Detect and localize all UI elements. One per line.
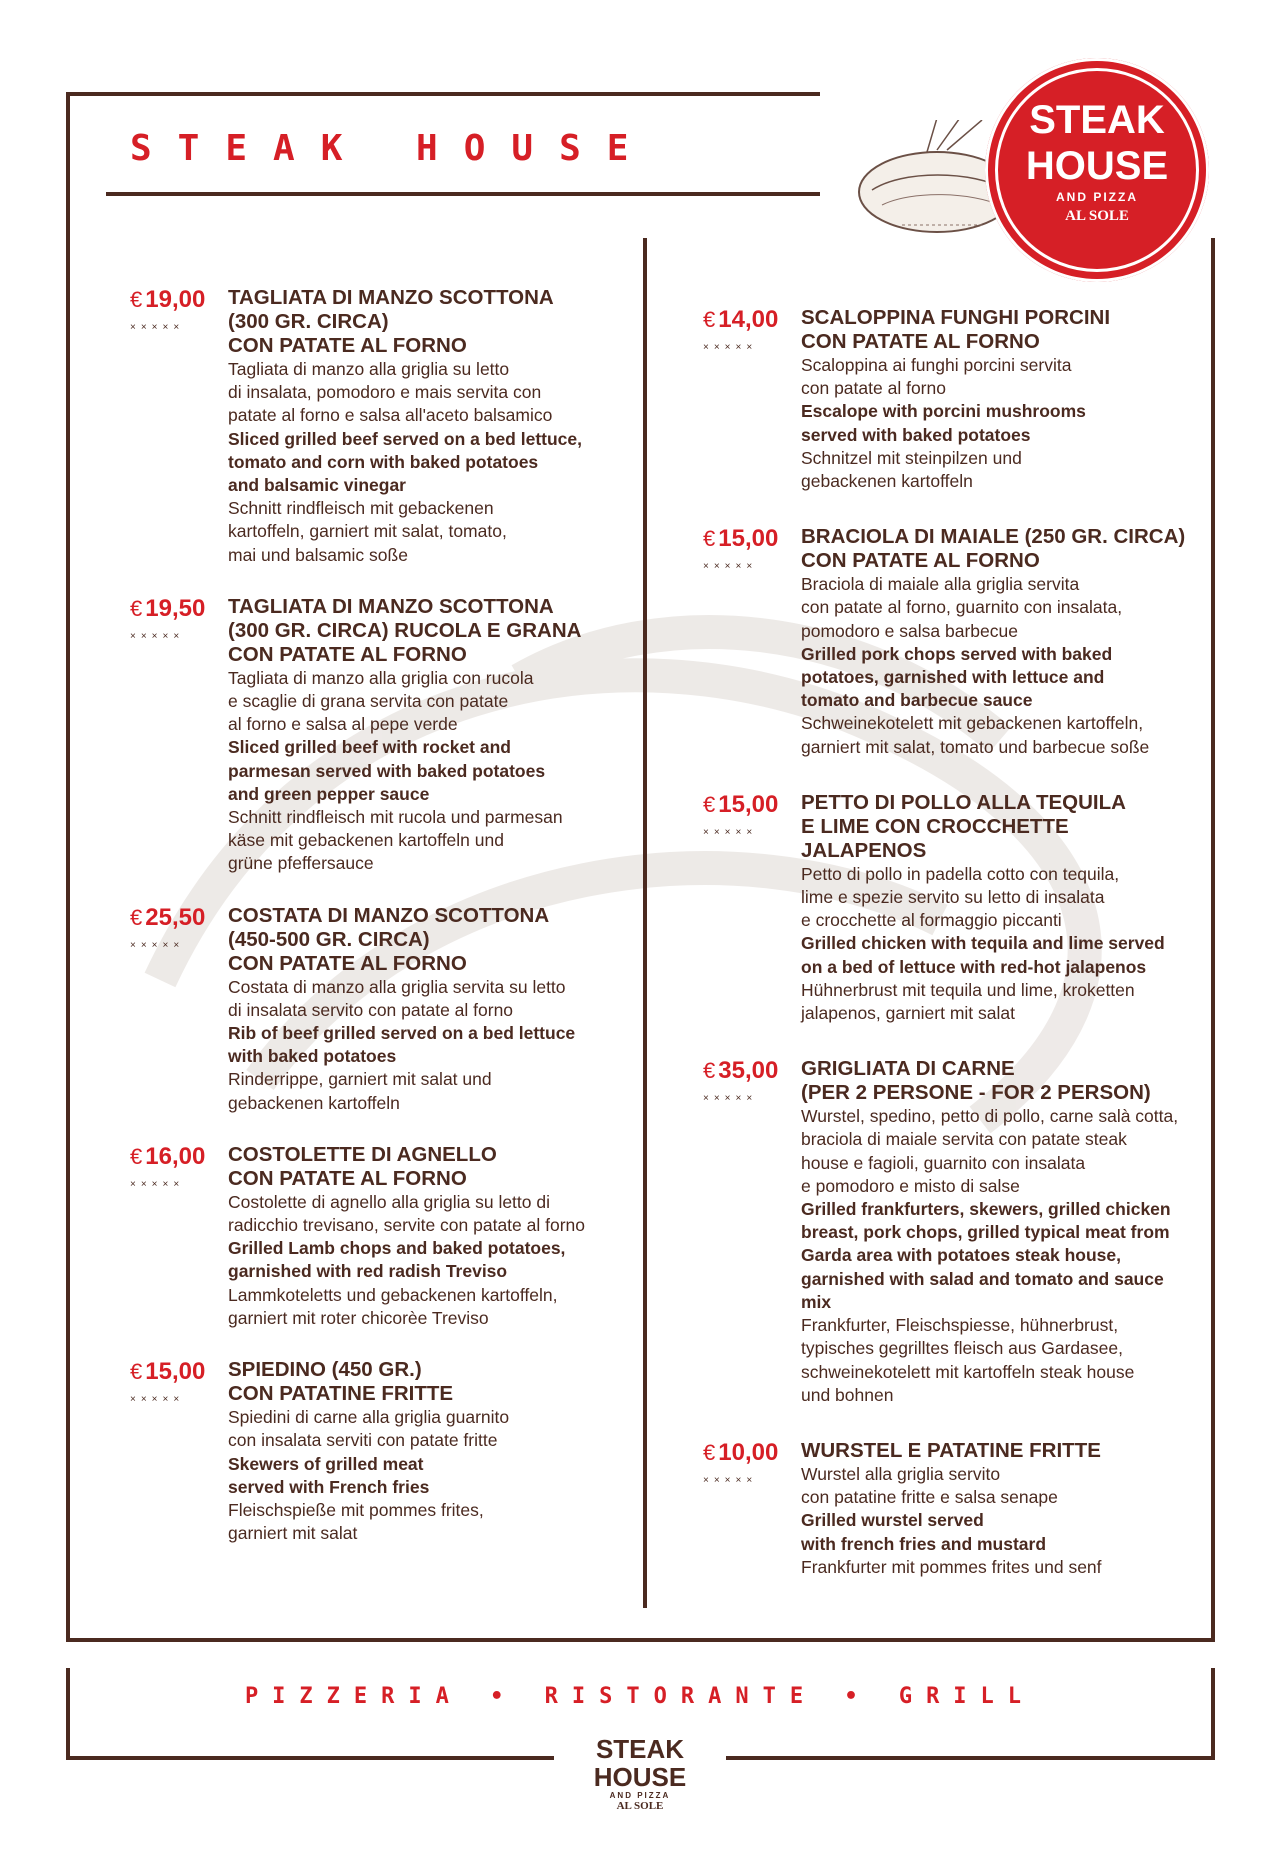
item-desc-it: Spiedini di carne alla griglia guarnito con insalata serviti con patate fritte: [228, 1407, 510, 1451]
logo-line-house: HOUSE: [1025, 144, 1169, 188]
footer-logo-steak: STEAK: [595, 1734, 685, 1764]
item-desc-it: Petto di pollo in padella cotto con tequila, lime e spezie servito su letto di insalata e crocchette al formaggio piccanti: [801, 863, 1120, 931]
item-desc-de: Hühnerbrust mit tequila und lime, kroketten jalapenos, garniert mit salat: [801, 979, 1135, 1024]
item-desc-it: Wurstel, spedino, petto di pollo, carne salà cotta, braciola di maiale servita con patate steak house e fagioli, guarnito con insalata e pomodoro e misto di salse: [801, 1106, 1179, 1196]
item-price: € 15,00: [703, 525, 779, 553]
menu-item: [703, 1439, 1193, 1579]
item-desc-it: Wurstel alla griglia servito con patatine fritte e salsa senape: [801, 1463, 1058, 1508]
footer-left-line: [66, 1668, 70, 1760]
item-price: € 14,00: [703, 306, 779, 333]
item-price: € 10,00: [703, 1438, 779, 1466]
rating-stars: ×××××: [130, 939, 185, 951]
title-underline: [106, 192, 820, 196]
logo-line-alsole: AL SOLE: [1065, 208, 1129, 224]
footer-bottom-left: [66, 1756, 554, 1760]
item-desc-it: Braciola di maiale alla griglia servita con patate al forno, guarnito con insalata, pomodoro e salsa barbecue: [801, 574, 1123, 641]
item-desc-en: Grilled wurstel served with french fries and mustard: [801, 1510, 1047, 1554]
rating-stars: ×××××: [703, 1474, 758, 1486]
item-desc-de: Frankfurter mit pommes frites und senf: [801, 1556, 1102, 1577]
item-price: € 15,00: [703, 790, 779, 818]
rating-stars: ×××××: [130, 322, 185, 333]
frame-right-line: [1211, 238, 1215, 1642]
item-desc-de: Lammkoteletts und gebackenen kartoffeln, garniert mit roter chicorèe Treviso: [228, 1284, 558, 1328]
menu-item: [703, 306, 1193, 493]
menu-item: [703, 791, 1193, 1025]
item-desc-en: Escalope with porcini mushrooms served with baked potatoes: [801, 401, 1086, 445]
item-desc-de: Schnitt rindfleisch mit rucola und parmesan käse mit gebackenen kartoffeln und grüne pfeffersauce: [228, 807, 563, 874]
item-name: BRACIOLA DI MAIALE (250 GR. CIRCA) CON PATATE AL FORNO: [801, 525, 1186, 573]
frame-left-line: [66, 92, 70, 1642]
item-name: COSTOLETTE DI AGNELLO CON PATATE AL FORNO: [228, 1142, 497, 1190]
rating-stars: ×××××: [703, 342, 758, 353]
footer-logo: [590, 1735, 690, 1812]
item-desc-de: Frankfurter, Fleischspiesse, hühnerbrust, typisches gegrilltes fleisch aus Gardasee, schweinekotelett mit kartoffeln steak house und bohnen: [801, 1315, 1135, 1405]
item-price: € 35,00: [703, 1057, 779, 1085]
item-price: € 15,00: [130, 1358, 206, 1386]
logo-line-pizza: AND PIZZA: [1056, 190, 1138, 204]
item-desc-en: Grilled pork chops served with baked potatoes, garnished with lettuce and tomato and barbecue sauce: [801, 643, 1113, 711]
item-desc-it: Tagliata di manzo alla griglia su letto di insalata, pomodoro e mais servita con patate al forno e salsa all'aceto balsamico: [228, 359, 553, 426]
rating-stars: ×××××: [703, 561, 758, 573]
footer-right-line: [1211, 1668, 1215, 1760]
rating-stars: ×××××: [130, 1394, 185, 1406]
steak-house-logo: [985, 58, 1209, 282]
menu-item: [130, 1358, 630, 1545]
item-name: WURSTEL E PATATINE FRITTE: [801, 1438, 1101, 1462]
rating-stars: ×××××: [703, 1093, 758, 1105]
item-name: GRIGLIATA DI CARNE (PER 2 PERSONE - FOR 2 PERSON): [801, 1057, 1151, 1105]
logo-line-steak: STEAK: [1029, 98, 1165, 142]
footer-logo-pizza: AND PIZZA: [609, 1791, 671, 1800]
menu-item: [130, 1143, 630, 1330]
item-price: € 25,50: [130, 903, 206, 931]
frame-bottom-line: [66, 1638, 1215, 1642]
item-desc-de: Rinderrippe, garniert mit salat und gebackenen kartoffeln: [228, 1069, 492, 1113]
item-desc-de: Schnitt rindfleisch mit gebackenen kartoffeln, garniert mit salat, tomato, mai und balsamic soße: [228, 498, 507, 565]
item-desc-it: Tagliata di manzo alla griglia con rucola e scaglie di grana servita con patate al forno e salsa al pepe verde: [228, 667, 534, 735]
item-price: € 19,50: [130, 594, 206, 622]
item-desc-en: Rib of beef grilled served on a bed lettuce with baked potatoes: [228, 1023, 576, 1067]
item-name: TAGLIATA DI MANZO SCOTTONA (300 GR. CIRCA) CON PATATE AL FORNO: [228, 286, 554, 357]
menu-item: [703, 525, 1193, 759]
item-desc-en: Sliced grilled beef served on a bed lettuce, tomato and corn with baked potatoes and balsamic vinegar: [228, 428, 582, 496]
rating-stars: ×××××: [703, 826, 758, 838]
menu-item: [130, 286, 630, 567]
menu-item: [130, 904, 630, 1115]
item-name: TAGLIATA DI MANZO SCOTTONA (300 GR. CIRCA) RUCOLA E GRANA CON PATATE AL FORNO: [228, 594, 582, 666]
footer-logo-house: HOUSE: [593, 1762, 687, 1792]
item-name: SCALOPPINA FUNGHI PORCINI CON PATATE AL FORNO: [801, 306, 1111, 353]
item-name: SPIEDINO (450 GR.) CON PATATINE FRITTE: [228, 1358, 454, 1406]
menu-item: [703, 1057, 1193, 1407]
item-price: € 16,00: [130, 1142, 206, 1170]
item-desc-it: Scaloppina ai funghi porcini servita con patate al forno: [801, 355, 1072, 399]
right-menu-column: [703, 306, 1193, 1609]
item-desc-it: Costata di manzo alla griglia servita su letto di insalata servito con patate al forno: [228, 976, 566, 1020]
item-desc-en: Sliced grilled beef with rocket and parmesan served with baked potatoes and green pepper sauce: [228, 737, 546, 804]
menu-item: [130, 595, 630, 876]
item-price: € 19,00: [130, 286, 206, 313]
left-menu-column: [130, 286, 630, 1575]
item-name: PETTO DI POLLO ALLA TEQUILA E LIME CON CROCCHETTE JALAPENOS: [801, 790, 1126, 862]
footer-logo-alsole: AL SOLE: [616, 1800, 664, 1812]
column-divider: [643, 238, 647, 1608]
item-desc-en: Grilled frankfurters, skewers, grilled chicken breast, pork chops, grilled typical meat from Garda area with potatoes steak house, garnished with salad and tomato and sauce mix: [801, 1199, 1171, 1312]
item-desc-de: Schnitzel mit steinpilzen und gebackenen kartoffeln: [801, 447, 1022, 492]
frame-top-line: [66, 92, 820, 96]
item-desc-en: Skewers of grilled meat served with French fries: [228, 1453, 430, 1497]
item-name: COSTATA DI MANZO SCOTTONA (450-500 GR. CIRCA) CON PATATE AL FORNO: [228, 903, 550, 975]
footer-bottom-right: [726, 1756, 1215, 1760]
item-desc-de: Fleischspieße mit pommes frites, garniert mit salat: [228, 1499, 484, 1544]
rating-stars: ×××××: [130, 630, 185, 642]
item-desc-de: Schweinekotelett mit gebackenen kartoffeln, garniert mit salat, tomato und barbecue soße: [801, 713, 1150, 757]
rating-stars: ×××××: [130, 1178, 185, 1190]
item-desc-en: Grilled chicken with tequila and lime served on a bed of lettuce with red-hot jalapenos: [801, 933, 1165, 977]
item-desc-it: Costolette di agnello alla griglia su letto di radicchio trevisano, servite con patate al forno: [228, 1191, 585, 1236]
item-desc-en: Grilled Lamb chops and baked potatoes, garnished with red radish Treviso: [228, 1238, 566, 1282]
page-title: STEAK HOUSE: [130, 128, 655, 169]
footer-tagline: PIZZERIA • RISTORANTE • GRILL: [244, 1684, 1036, 1709]
